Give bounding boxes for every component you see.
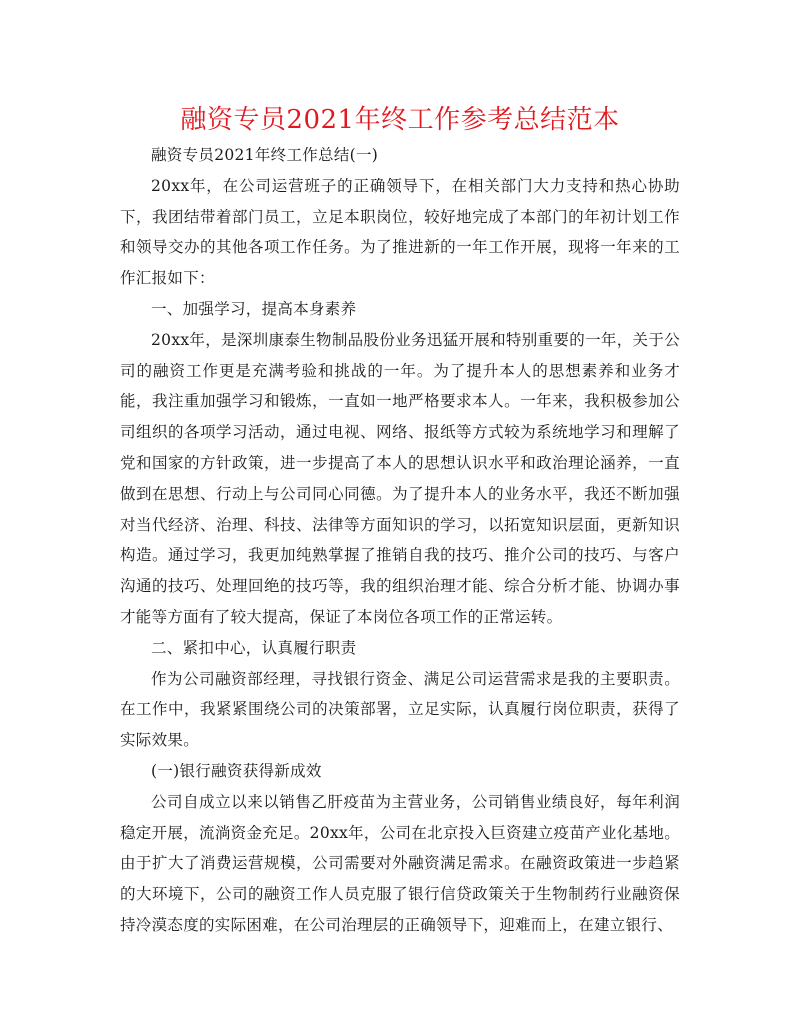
paragraph-learning: 20xx年，是深圳康泰生物制品股份业务迅猛开展和特别重要的一年，关于公司的融资工作更是充满考验和挑战的一年。为了提升本人的思想素养和业务才能，我注重加强学习和锻炼，一直如一地严格要求本人。一年来，我积极参加公司组织的各项学习活动，通过电视、网络、报纸等方式较为系统地学习和理解了党和国家的方针政策，进一步提高了本人的思想认识水平和政治理论涵养，一直做到在思想、行动上与公司同心同德。为了提升本人的业务水平，我还不断加强对当代经济、治理、科技、法律等方面知识的学习，以拓宽知识层面，更新知识构造。通过学习，我更加纯熟掌握了推销自我的技巧、推介公司的技巧、与客户沟通的技巧、处理回绝的技巧等，我的组织治理才能、综合分析才能、协调办事才能等方面有了较大提高，保证了本岗位各项工作的正常运转。 — [120, 330, 680, 626]
document-body — [120, 140, 680, 941]
paragraph-financing: 公司自成立以来以销售乙肝疫苗为主营业务，公司销售业绩良好，每年利润稳定开展，流淌资金充足。20xx年，公司在北京投入巨资建立疫苗产业化基地。由于扩大了消费运营规模，公司需要对外融资满足需求。在融资政策进一步趋紧的大环境下，公司的融资工作人员克服了银行信贷政策关于生物制药行业融资保持冷漠态度的实际困难，在公司治理层的正确领导下，迎难而上，在建立银行、 — [120, 792, 680, 934]
paragraph-intro: 20xx年，在公司运营班子的正确领导下，在相关部门大力支持和热心协助下，我团结带着部门员工，立足本职岗位，较好地完成了本部门的年初计划工作和领导交办的其他各项工作任务。为了推进新的一年工作开展，现将一年来的工作汇报如下： — [120, 176, 680, 288]
document-title: 融资专员2021年终工作参考总结范本 — [180, 105, 620, 135]
section-heading-1: 一、加强学习，提高本身素养 — [151, 299, 357, 318]
subsection-heading-1: (一)银行融资获得新成效 — [151, 761, 322, 780]
paragraph-subtitle: 融资专员2021年终工作总结(一) — [151, 146, 379, 164]
section-heading-2: 二、紧扣中心，认真履行职责 — [151, 638, 357, 657]
paragraph-duties: 作为公司融资部经理，寻找银行资金、满足公司运营需求是我的主要职责。在工作中，我紧紧围绕公司的决策部署，立足实际，认真履行岗位职责，获得了实际效果。 — [120, 669, 680, 750]
